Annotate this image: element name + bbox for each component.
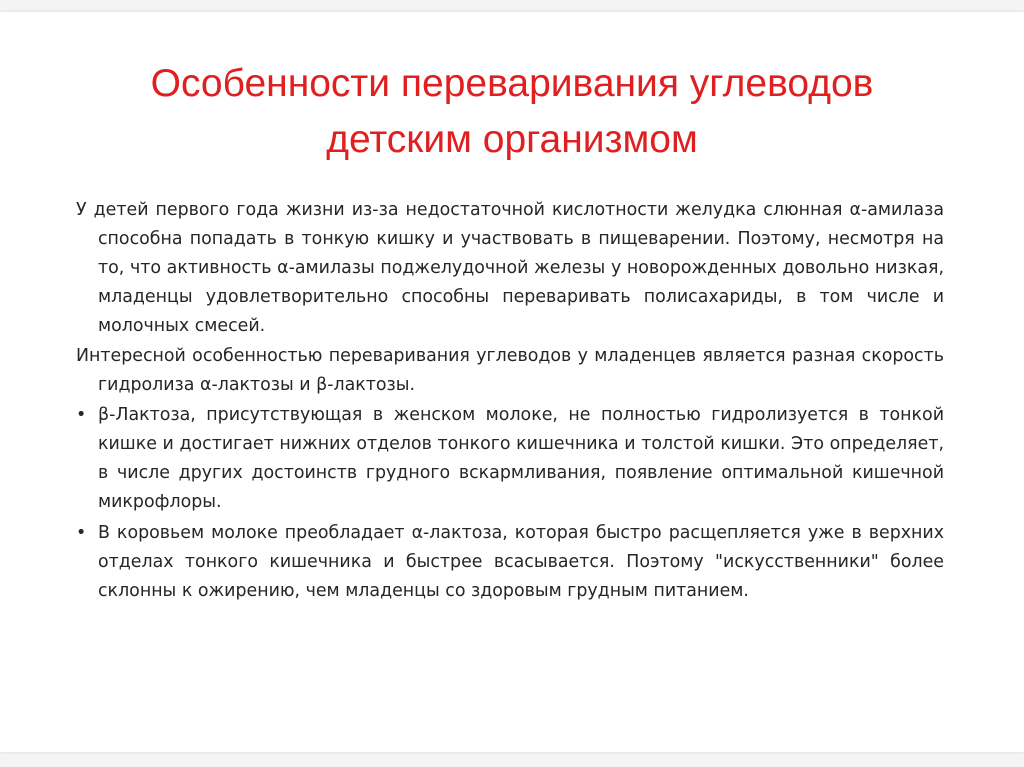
bullet-text-2: В коровьем молоке преобладает α-лактоза, которая быстро расщепляется уже в верхних отделах тонкого кишечника и быстрее всасывается. Поэтому "искусственники" более склонны к ожирению, чем младенцы со здоровым грудным питанием. xyxy=(98,523,944,601)
title-line-1: Особенности переваривания углеводов xyxy=(150,62,874,105)
slide-body xyxy=(76,196,944,608)
paragraph-1: У детей первого года жизни из-за недостаточной кислотности желудка слюнная α-амилаза способна попадать в тонкую кишку и участвовать в пищеварении. Поэтому, несмотря на то, что активность α-амилазы поджелудочной железы у новорожденных довольно низкая, младенцы удовлетворительно способны переваривать полисахариды, в том числе и молочных смесей. xyxy=(76,200,944,336)
bullet-text-1: β-Лактоза, присутствующая в женском молоке, не полностью гидролизуется в тонкой кишке и достигает нижних отделов тонкого кишечника и толстой кишки. Это определяет, в числе других достоинств грудного вскармливания, появление оптимальной кишечной микрофлоры. xyxy=(98,405,944,512)
bullet-item-2 xyxy=(76,519,944,606)
slide-title xyxy=(80,56,944,168)
slide xyxy=(0,12,1024,752)
bullet-icon: • xyxy=(76,523,87,543)
paragraph-2: Интересной особенностью переваривания углеводов у младенцев является разная скорость гидролиза α-лактозы и β-лактозы. xyxy=(76,346,944,395)
title-line-2: детским организмом xyxy=(326,118,698,161)
bullet-icon: • xyxy=(76,405,87,425)
bullet-item-1 xyxy=(76,401,944,517)
